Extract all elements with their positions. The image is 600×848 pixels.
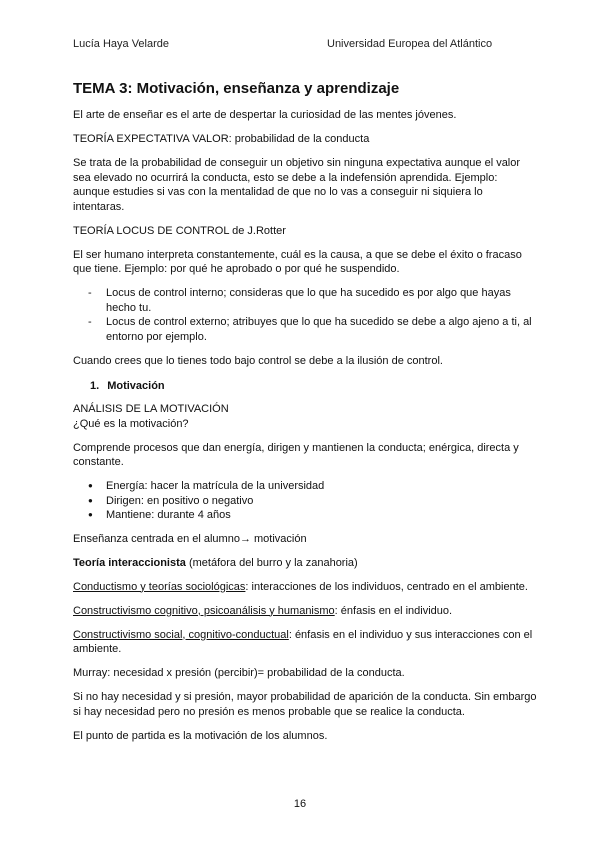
list-item: [88, 508, 537, 523]
teoria-desc: : énfasis en el individuo y sus interacciones con el ambiente.: [73, 628, 533, 655]
list-item: [88, 315, 537, 344]
page-title: TEMA 3: Motivación, enseñanza y aprendizaje: [73, 80, 400, 97]
interaccionista-line: [73, 556, 537, 571]
analisis-heading: ANÁLISIS DE LA MOTIVACIÓN: [73, 403, 229, 415]
header-author: Lucía Haya Velarde: [73, 38, 170, 50]
teoria-name: Constructivismo social, cognitivo-conductual: [73, 628, 289, 641]
locus-list: [73, 286, 537, 344]
locus-conclusion: Cuando crees que lo tienes todo bajo control se debe a la ilusión de control.: [73, 355, 443, 367]
list-item-text: Dirigen: en positivo o negativo: [106, 494, 254, 507]
partida-text: El punto de partida es la motivación de los alumnos.: [73, 729, 328, 742]
bullet-marker: ●: [88, 495, 93, 505]
list-item-text: Locus de control interno; consideras que lo que ha sucedido es por algo que hayas hecho tu.: [106, 287, 511, 314]
analisis-definition: Comprende procesos que dan energía, dirigen y mantienen la conducta; enérgica, directa y constante.: [73, 441, 519, 468]
section-number: 1.: [90, 380, 100, 392]
list-item-text: Locus de control externo; atribuyes que lo que ha sucedido se debe a algo ajeno a ti, al entorno por ejemplo.: [106, 316, 532, 343]
analisis-question: ¿Qué es la motivación?: [73, 417, 189, 430]
teoria-desc: : interacciones de los individuos, centrado en el ambiente.: [245, 580, 528, 593]
interaccionista-title: Teoría interaccionista: [73, 556, 186, 569]
section-heading: [90, 378, 537, 394]
locus-text: El ser humano interpreta constantemente, cuál es la causa, a que se debe el éxito o fracaso que tiene. Ejemplo: por qué he aprobado o por qué he suspendido.: [73, 248, 522, 275]
list-item-text: Mantiene: durante 4 años: [106, 509, 231, 521]
list-item: [88, 286, 537, 315]
list-item-text: Energía: hacer la matrícula de la universidad: [106, 480, 325, 492]
bullet-marker: ●: [88, 481, 93, 490]
teoria-line: [73, 604, 537, 619]
analisis-bullets: [73, 479, 537, 523]
page-content: [73, 80, 537, 753]
list-item: [88, 479, 537, 494]
expectativa-heading: TEORÍA EXPECTATIVA VALOR: probabilidad de la conducta: [73, 133, 370, 145]
list-item: [88, 494, 537, 509]
necesidad-text: Si no hay necesidad y si presión, mayor probabilidad de aparición de la conducta. Sin embargo si hay necesidad pero no presión es menos probable que se realice la conducta.: [73, 691, 537, 718]
murray-formula: Murray: necesidad x presión (percibir)= probabilidad de la conducta.: [73, 667, 405, 679]
section-label: Motivación: [107, 380, 165, 392]
bullet-marker: ●: [88, 510, 93, 519]
locus-heading: TEORÍA LOCUS DE CONTROL de J.Rotter: [73, 224, 286, 237]
teoria-name: Conductismo y teorías sociológicas: [73, 580, 246, 593]
intro-quote: El arte de enseñar es el arte de despertar la curiosidad de las mentes jóvenes.: [73, 109, 457, 121]
teoria-name: Constructivismo cognitivo, psicoanálisis y humanismo: [73, 604, 335, 617]
dash-marker: -: [88, 287, 92, 299]
expectativa-text: Se trata de la probabilidad de conseguir un objetivo sin ninguna expectativa aunque el valor sea elevado no ocurrirá la conducta, esto se debe a la indefensión aprendida. Ejemplo: aunque estudies si vas con la mentalidad de que no lo vas a conseguir ni siquiera lo intentaras.: [73, 157, 521, 213]
dash-marker: -: [88, 316, 92, 328]
page-number: 16: [293, 798, 307, 810]
teoria-desc: : énfasis en el individuo.: [334, 604, 453, 617]
interaccionista-note: (metáfora del burro y la zanahoria): [185, 556, 358, 569]
teoria-line: [73, 628, 537, 657]
analisis-centered: Enseñanza centrada en el alumno→ motivación: [73, 532, 307, 545]
teoria-line: [73, 580, 537, 595]
header-institution: Universidad Europea del Atlántico: [327, 38, 493, 50]
